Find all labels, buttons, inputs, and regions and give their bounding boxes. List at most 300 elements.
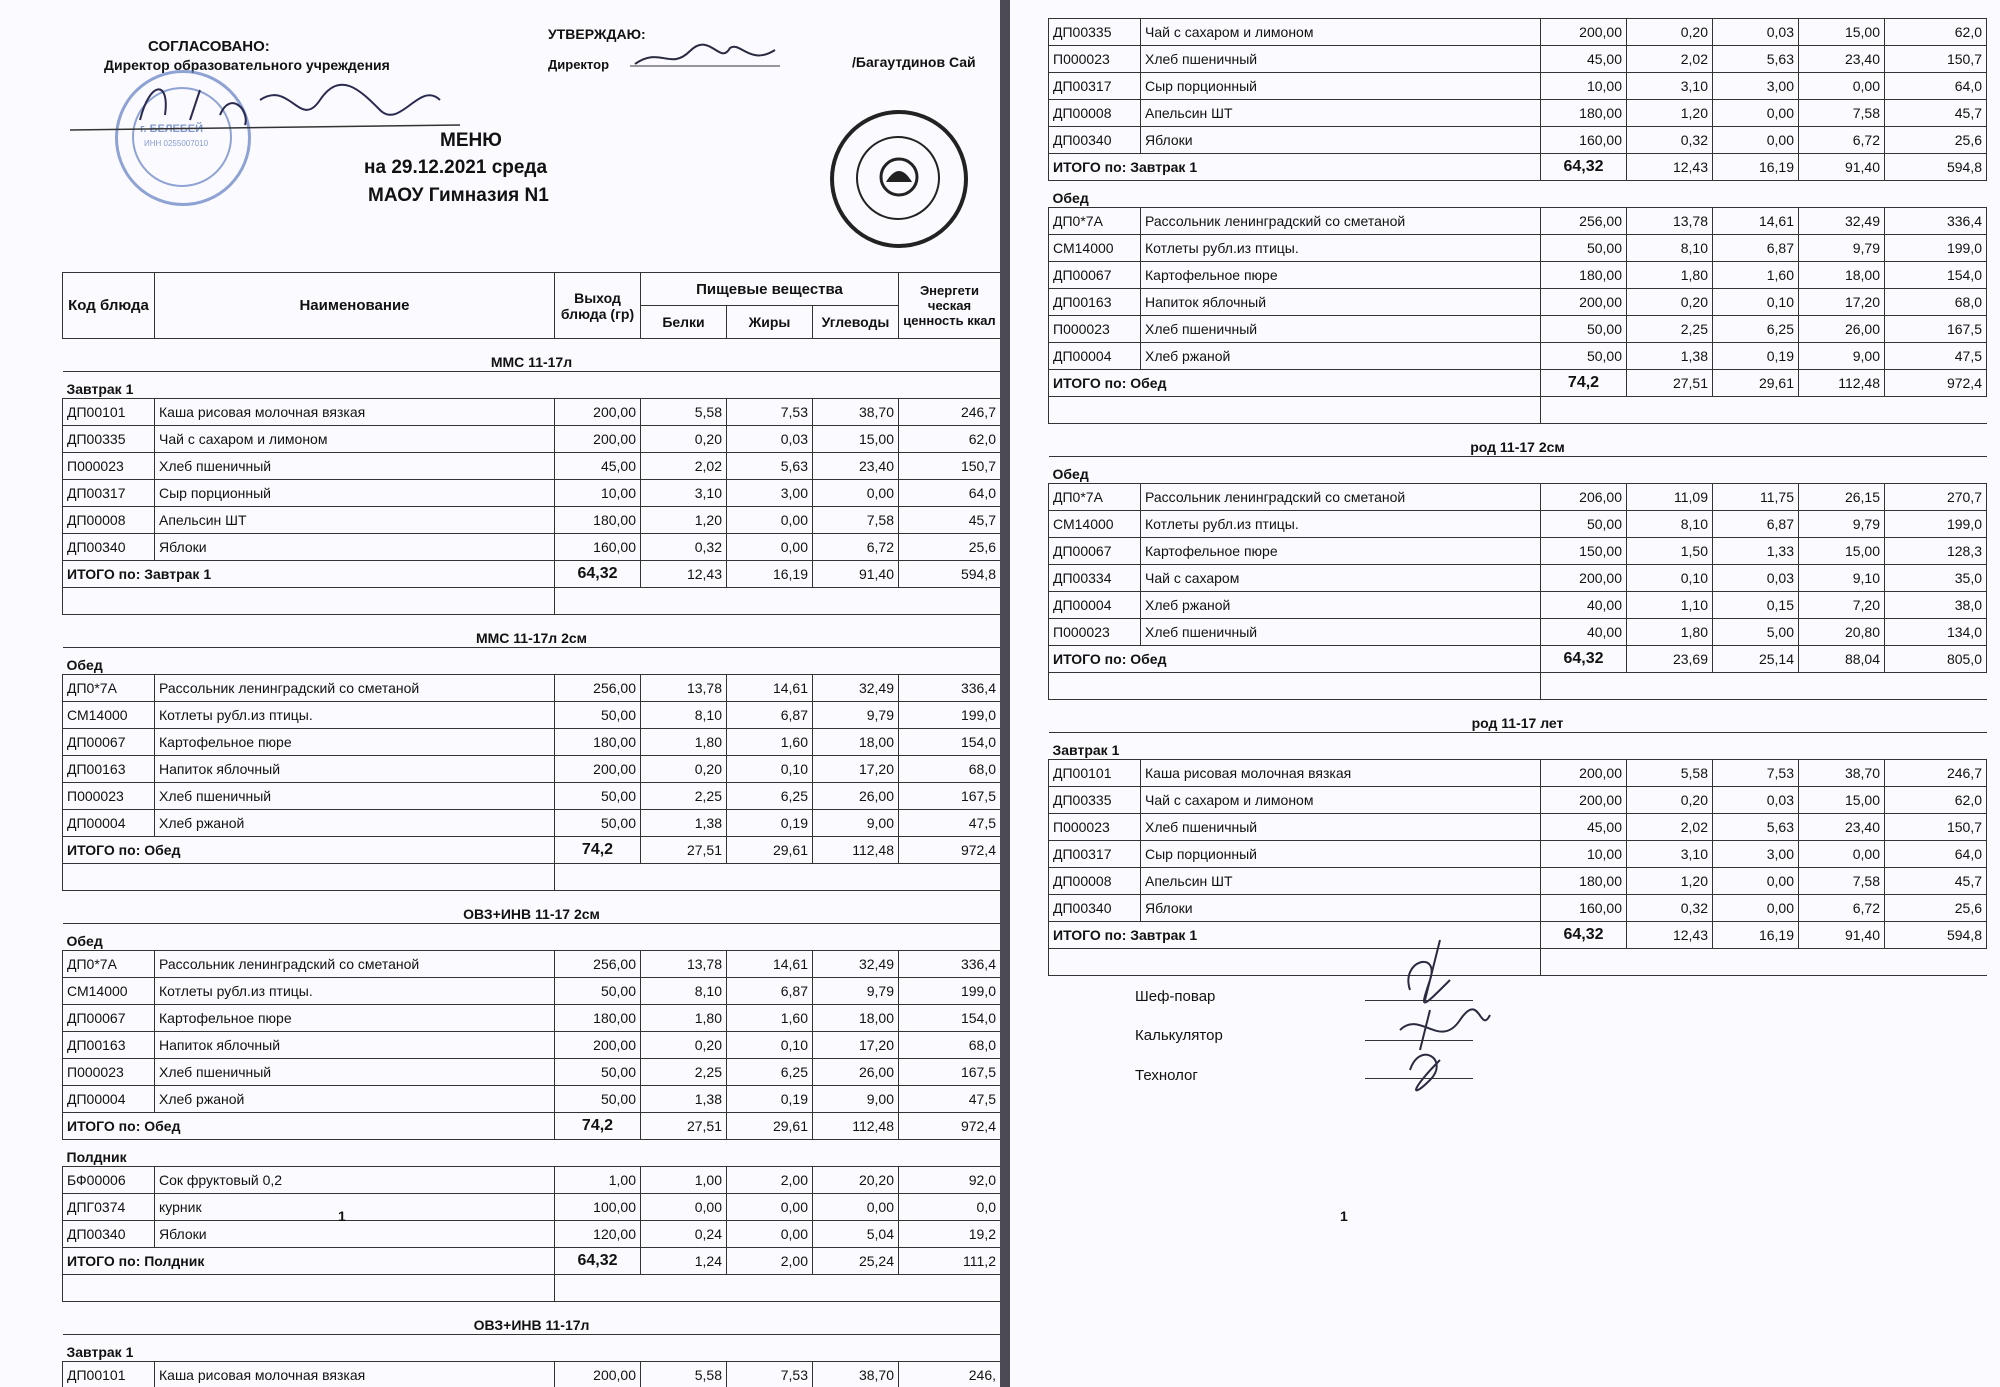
dish-fat: 6,87 (727, 978, 813, 1005)
dish-code: П000023 (1049, 316, 1141, 343)
section-title: ОВЗ+ИНВ 11-17л (63, 1302, 1001, 1335)
dish-protein: 5,58 (641, 399, 727, 426)
dish-name: Хлеб ржаной (1141, 592, 1541, 619)
dish-protein: 1,20 (641, 507, 727, 534)
dish-name: Яблоки (1141, 895, 1541, 922)
dish-fat: 1,60 (727, 729, 813, 756)
meal-row (1049, 181, 1987, 208)
dish-energy: 167,5 (1885, 316, 1987, 343)
dish-fat: 1,60 (727, 1005, 813, 1032)
dish-fat: 1,33 (1713, 538, 1799, 565)
dish-fat: 11,75 (1713, 484, 1799, 511)
dish-fat: 0,03 (1713, 787, 1799, 814)
total-fat: 16,19 (1713, 922, 1799, 949)
dish-fat: 0,19 (727, 810, 813, 837)
dish-energy: 62,0 (1885, 19, 1987, 46)
total-yield: 74,2 (555, 837, 641, 864)
dish-energy: 128,3 (1885, 538, 1987, 565)
dish-yield: 180,00 (1541, 262, 1627, 289)
dish-carbs: 9,00 (813, 810, 899, 837)
dish-name: Сок фруктовый 0,2 (155, 1167, 555, 1194)
table-row (1049, 262, 1987, 289)
menu-body-left (63, 339, 1001, 1387)
table-row (63, 702, 1001, 729)
dish-code: П000023 (63, 453, 155, 480)
dish-carbs: 23,40 (1799, 46, 1885, 73)
school-name: МАОУ Гимназия N1 (368, 185, 549, 206)
dish-yield: 45,00 (1541, 814, 1627, 841)
section-title: ОВЗ+ИНВ 11-17 2см (63, 891, 1001, 924)
section-row (63, 339, 1001, 372)
dish-carbs: 17,20 (1799, 289, 1885, 316)
table-row (63, 675, 1001, 702)
dish-name: Напиток яблочный (155, 756, 555, 783)
dish-protein: 0,10 (1627, 565, 1713, 592)
dish-fat: 0,03 (727, 426, 813, 453)
dish-carbs: 0,00 (813, 1194, 899, 1221)
table-row (63, 1059, 1001, 1086)
dish-name: Хлеб пшеничный (1141, 814, 1541, 841)
dish-fat: 0,19 (1713, 343, 1799, 370)
dish-yield: 206,00 (1541, 484, 1627, 511)
dish-name: Сыр порционный (1141, 841, 1541, 868)
total-protein: 27,51 (641, 1113, 727, 1140)
blank-cell (1541, 397, 1987, 424)
dish-yield: 50,00 (1541, 511, 1627, 538)
blank-cell (555, 588, 1001, 615)
blank-cell (555, 1275, 1001, 1302)
dish-carbs: 32,49 (813, 675, 899, 702)
blank-row (1049, 673, 1987, 700)
table-row (1049, 100, 1987, 127)
dish-name: Хлеб пшеничный (1141, 316, 1541, 343)
dish-carbs: 7,58 (1799, 100, 1885, 127)
dish-code: ДП00317 (63, 480, 155, 507)
table-row (63, 1221, 1001, 1248)
table-row (63, 729, 1001, 756)
dish-code: ДП0*7А (63, 675, 155, 702)
dish-code: ДП00335 (1049, 19, 1141, 46)
dish-protein: 0,24 (641, 1221, 727, 1248)
table-row (63, 1086, 1001, 1113)
dish-yield: 40,00 (1541, 592, 1627, 619)
dish-energy: 47,5 (899, 810, 1001, 837)
director-signature (630, 36, 780, 76)
meal-row (63, 648, 1001, 675)
menu-table-left (62, 272, 1000, 1387)
menu-date: на 29.12.2021 среда (364, 157, 548, 178)
dish-energy: 45,7 (1885, 100, 1987, 127)
table-row (63, 1167, 1001, 1194)
dish-name: Картофельное пюре (1141, 262, 1541, 289)
col-code: Код блюда (63, 273, 155, 339)
dish-yield: 50,00 (555, 1086, 641, 1113)
total-fat: 29,61 (1713, 370, 1799, 397)
total-row (63, 561, 1001, 588)
dish-energy: 134,0 (1885, 619, 1987, 646)
dish-energy: 47,5 (1885, 343, 1987, 370)
dish-energy: 64,0 (899, 480, 1001, 507)
dish-fat: 6,25 (727, 1059, 813, 1086)
dish-fat: 14,61 (727, 951, 813, 978)
dish-name: Картофельное пюре (1141, 538, 1541, 565)
dish-carbs: 15,00 (1799, 787, 1885, 814)
dish-name: Яблоки (1141, 127, 1541, 154)
dish-name: Хлеб ржаной (155, 810, 555, 837)
dish-fat: 0,00 (727, 534, 813, 561)
col-fat: Жиры (727, 306, 813, 339)
dish-carbs: 23,40 (813, 453, 899, 480)
dish-yield: 200,00 (1541, 19, 1627, 46)
dish-name: Яблоки (155, 1221, 555, 1248)
dish-yield: 100,00 (555, 1194, 641, 1221)
dish-code: ДП00163 (63, 1032, 155, 1059)
total-row (63, 837, 1001, 864)
dish-name: Апельсин ШТ (155, 507, 555, 534)
section-row (1049, 700, 1987, 733)
table-row (1049, 46, 1987, 73)
dish-name: Апельсин ШТ (1141, 100, 1541, 127)
menu-body-right (1049, 19, 1987, 976)
dish-carbs: 26,00 (813, 783, 899, 810)
dish-carbs: 18,00 (1799, 262, 1885, 289)
total-label: ИТОГО по: Обед (1049, 646, 1541, 673)
dish-energy: 64,0 (1885, 73, 1987, 100)
dish-protein: 0,32 (1627, 127, 1713, 154)
dish-protein: 1,20 (1627, 868, 1713, 895)
calculator-label: Калькулятор (1135, 1027, 1223, 1044)
dish-fat: 0,15 (1713, 592, 1799, 619)
dish-protein: 8,10 (1627, 235, 1713, 262)
dish-carbs: 17,20 (813, 756, 899, 783)
dish-code: ДП0*7А (63, 951, 155, 978)
dish-code: ДП00008 (1049, 868, 1141, 895)
table-row (1049, 592, 1987, 619)
dish-protein: 2,02 (1627, 814, 1713, 841)
dish-energy: 19,2 (899, 1221, 1001, 1248)
dish-energy: 35,0 (1885, 565, 1987, 592)
dish-name: Яблоки (155, 534, 555, 561)
dish-yield: 256,00 (1541, 208, 1627, 235)
dish-yield: 50,00 (555, 702, 641, 729)
dish-energy: 45,7 (899, 507, 1001, 534)
dish-energy: 62,0 (1885, 787, 1987, 814)
dish-energy: 154,0 (899, 1005, 1001, 1032)
dish-name: Чай с сахаром и лимоном (1141, 19, 1541, 46)
dish-protein: 1,50 (1627, 538, 1713, 565)
meal-title: Полдник (66, 1149, 127, 1165)
meal-title: Завтрак 1 (66, 381, 134, 397)
dish-fat: 7,53 (727, 399, 813, 426)
total-yield: 64,32 (555, 561, 641, 588)
dish-name: Хлеб пшеничный (155, 453, 555, 480)
total-carbs: 91,40 (1799, 154, 1885, 181)
total-protein: 23,69 (1627, 646, 1713, 673)
dish-carbs: 26,00 (1799, 316, 1885, 343)
table-row (1049, 208, 1987, 235)
table-row (1049, 235, 1987, 262)
section-row (63, 1302, 1001, 1335)
section-title: ММС 11-17л 2см (63, 615, 1001, 648)
dish-yield: 180,00 (555, 1005, 641, 1032)
total-label: ИТОГО по: Обед (63, 1113, 555, 1140)
total-carbs: 25,24 (813, 1248, 899, 1275)
dish-carbs: 15,00 (1799, 19, 1885, 46)
dish-energy: 336,4 (899, 675, 1001, 702)
total-fat: 29,61 (727, 837, 813, 864)
dish-fat: 0,00 (1713, 100, 1799, 127)
meal-row (63, 924, 1001, 951)
dish-fat: 1,60 (1713, 262, 1799, 289)
dish-fat: 0,00 (727, 1194, 813, 1221)
dish-code: ДП00335 (63, 426, 155, 453)
dish-energy: 246, (899, 1362, 1001, 1387)
table-row (1049, 760, 1987, 787)
dish-code: ДП00334 (1049, 565, 1141, 592)
dish-energy: 246,7 (1885, 760, 1987, 787)
dish-name: Котлеты рубл.из птицы. (155, 978, 555, 1005)
table-row (63, 1362, 1001, 1387)
meal-title: Обед (66, 933, 103, 949)
dish-name: Котлеты рубл.из птицы. (1141, 511, 1541, 538)
table-row (63, 1032, 1001, 1059)
dish-protein: 5,58 (641, 1362, 727, 1387)
blank-row (63, 864, 1001, 891)
table-row (63, 1005, 1001, 1032)
dish-yield: 45,00 (555, 453, 641, 480)
agreed-label: СОГЛАСОВАНО: (148, 38, 270, 55)
meal-title: Обед (1052, 466, 1089, 482)
total-row (1049, 646, 1987, 673)
blank-cell (1049, 673, 1541, 700)
dish-fat: 2,00 (727, 1167, 813, 1194)
dish-fat: 0,10 (727, 756, 813, 783)
dish-yield: 200,00 (555, 756, 641, 783)
dish-name: Рассольник ленинградский со сметаной (155, 675, 555, 702)
dish-yield: 10,00 (1541, 841, 1627, 868)
dish-carbs: 15,00 (1799, 538, 1885, 565)
blank-cell (1541, 673, 1987, 700)
meal-row (1049, 457, 1987, 484)
meal-row (1049, 733, 1987, 760)
director-name: /Багаутдинов Сай (852, 54, 976, 70)
total-label: ИТОГО по: Завтрак 1 (1049, 922, 1541, 949)
total-label: ИТОГО по: Полдник (63, 1248, 555, 1275)
dish-carbs: 0,00 (1799, 841, 1885, 868)
dish-fat: 6,25 (1713, 316, 1799, 343)
dish-yield: 50,00 (1541, 343, 1627, 370)
dish-yield: 45,00 (1541, 46, 1627, 73)
dish-protein: 1,38 (641, 1086, 727, 1113)
total-energy: 805,0 (1885, 646, 1987, 673)
blank-cell (63, 588, 555, 615)
dish-name: Напиток яблочный (155, 1032, 555, 1059)
dish-yield: 10,00 (555, 480, 641, 507)
dish-code: ДП00340 (1049, 127, 1141, 154)
director-label: Директор (548, 57, 610, 72)
dish-carbs: 38,70 (813, 399, 899, 426)
meal-title: Обед (1052, 190, 1089, 206)
menu-table-right (1048, 18, 1987, 976)
dish-carbs: 9,10 (1799, 565, 1885, 592)
dish-code: ДП00335 (1049, 787, 1141, 814)
meal-row (63, 1140, 1001, 1167)
dish-fat: 0,00 (1713, 895, 1799, 922)
blank-row (63, 588, 1001, 615)
table-row (1049, 511, 1987, 538)
dish-protein: 0,20 (641, 1032, 727, 1059)
table-row (63, 810, 1001, 837)
dish-protein: 1,00 (641, 1167, 727, 1194)
dish-name: Каша рисовая молочная вязкая (1141, 760, 1541, 787)
dish-yield: 200,00 (555, 426, 641, 453)
dish-carbs: 9,00 (813, 1086, 899, 1113)
dish-yield: 50,00 (555, 810, 641, 837)
dish-code: ДП00067 (63, 1005, 155, 1032)
total-energy: 594,8 (899, 561, 1001, 588)
total-fat: 16,19 (727, 561, 813, 588)
total-yield: 74,2 (555, 1113, 641, 1140)
meal-row (63, 372, 1001, 399)
dish-yield: 120,00 (555, 1221, 641, 1248)
dish-protein: 2,25 (641, 1059, 727, 1086)
dish-energy: 68,0 (1885, 289, 1987, 316)
dish-code: ДП00340 (63, 534, 155, 561)
dish-energy: 150,7 (899, 453, 1001, 480)
dish-fat: 0,03 (1713, 565, 1799, 592)
dish-fat: 7,53 (727, 1362, 813, 1387)
dish-energy: 25,6 (1885, 127, 1987, 154)
dish-carbs: 15,00 (813, 426, 899, 453)
table-row (63, 507, 1001, 534)
table-row (63, 756, 1001, 783)
dish-carbs: 9,79 (813, 702, 899, 729)
dish-energy: 62,0 (899, 426, 1001, 453)
dish-carbs: 38,70 (1799, 760, 1885, 787)
dish-energy: 199,0 (899, 702, 1001, 729)
dish-code: ДП00067 (1049, 262, 1141, 289)
round-seal (830, 110, 968, 248)
dish-code: ДП00163 (1049, 289, 1141, 316)
dish-name: Сыр порционный (1141, 73, 1541, 100)
dish-code: ДП00008 (63, 507, 155, 534)
dish-code: СМ14000 (63, 702, 155, 729)
dish-protein: 11,09 (1627, 484, 1713, 511)
dish-energy: 246,7 (899, 399, 1001, 426)
total-energy: 594,8 (1885, 922, 1987, 949)
section-title: род 11-17 2см (1049, 424, 1987, 457)
dish-code: П000023 (1049, 46, 1141, 73)
dish-protein: 0,20 (1627, 19, 1713, 46)
dish-fat: 14,61 (1713, 208, 1799, 235)
dish-yield: 200,00 (555, 1362, 641, 1387)
dish-protein: 2,25 (1627, 316, 1713, 343)
dish-fat: 6,25 (727, 783, 813, 810)
dish-energy: 150,7 (1885, 46, 1987, 73)
meal-title: Завтрак 1 (1052, 742, 1120, 758)
dish-protein: 8,10 (641, 702, 727, 729)
blank-cell (1541, 949, 1987, 976)
dish-energy: 199,0 (899, 978, 1001, 1005)
dish-fat: 0,00 (727, 507, 813, 534)
table-row (1049, 619, 1987, 646)
table-row (1049, 484, 1987, 511)
total-carbs: 88,04 (1799, 646, 1885, 673)
dish-protein: 1,80 (641, 1005, 727, 1032)
dish-code: ДП0*7А (1049, 208, 1141, 235)
dish-protein: 8,10 (641, 978, 727, 1005)
dish-protein: 1,38 (641, 810, 727, 837)
dish-fat: 5,63 (1713, 46, 1799, 73)
dish-carbs: 32,49 (813, 951, 899, 978)
table-row (1049, 127, 1987, 154)
dish-name: Рассольник ленинградский со сметаной (1141, 208, 1541, 235)
blank-cell (63, 1275, 555, 1302)
table-row (1049, 316, 1987, 343)
dish-code: ДП00004 (63, 1086, 155, 1113)
total-label: ИТОГО по: Завтрак 1 (63, 561, 555, 588)
dish-code: СМ14000 (1049, 235, 1141, 262)
total-energy: 972,4 (899, 1113, 1001, 1140)
dish-yield: 10,00 (1541, 73, 1627, 100)
approve-label: УТВЕРЖДАЮ: (548, 26, 646, 42)
table-row (1049, 538, 1987, 565)
dish-fat: 0,10 (727, 1032, 813, 1059)
meal-row (63, 1335, 1001, 1362)
dish-carbs: 17,20 (813, 1032, 899, 1059)
dish-carbs: 0,00 (1799, 73, 1885, 100)
dish-name: Каша рисовая молочная вязкая (155, 399, 555, 426)
dish-protein: 0,20 (641, 426, 727, 453)
total-row (63, 1113, 1001, 1140)
col-energy: Энергети ческая ценность ккал (899, 273, 1001, 339)
dish-yield: 180,00 (1541, 868, 1627, 895)
total-yield: 64,32 (1541, 922, 1627, 949)
dish-energy: 150,7 (1885, 814, 1987, 841)
section-title: ММС 11-17л (63, 339, 1001, 372)
total-protein: 12,43 (1627, 154, 1713, 181)
dish-fat: 0,00 (1713, 127, 1799, 154)
dish-fat: 5,00 (1713, 619, 1799, 646)
table-row (63, 783, 1001, 810)
dish-energy: 167,5 (899, 783, 1001, 810)
dish-energy: 64,0 (1885, 841, 1987, 868)
table-row (63, 399, 1001, 426)
total-protein: 12,43 (1627, 922, 1713, 949)
total-energy: 972,4 (1885, 370, 1987, 397)
dish-carbs: 9,00 (1799, 343, 1885, 370)
dish-protein: 3,10 (1627, 841, 1713, 868)
table-row (1049, 73, 1987, 100)
dish-carbs: 20,20 (813, 1167, 899, 1194)
technologist-label: Технолог (1135, 1067, 1198, 1084)
dish-yield: 160,00 (1541, 895, 1627, 922)
dish-name: Картофельное пюре (155, 1005, 555, 1032)
section-row (63, 891, 1001, 924)
dish-fat: 3,00 (1713, 73, 1799, 100)
table-row (63, 426, 1001, 453)
dish-code: ДП00340 (1049, 895, 1141, 922)
col-carbs: Углеводы (813, 306, 899, 339)
blank-cell (555, 864, 1001, 891)
dish-name: Хлеб пшеничный (1141, 46, 1541, 73)
meal-title: Завтрак 1 (66, 1344, 134, 1360)
dish-name: Котлеты рубл.из птицы. (1141, 235, 1541, 262)
total-energy: 111,2 (899, 1248, 1001, 1275)
dish-fat: 0,03 (1713, 19, 1799, 46)
dish-carbs: 38,70 (813, 1362, 899, 1387)
table-row (1049, 814, 1987, 841)
